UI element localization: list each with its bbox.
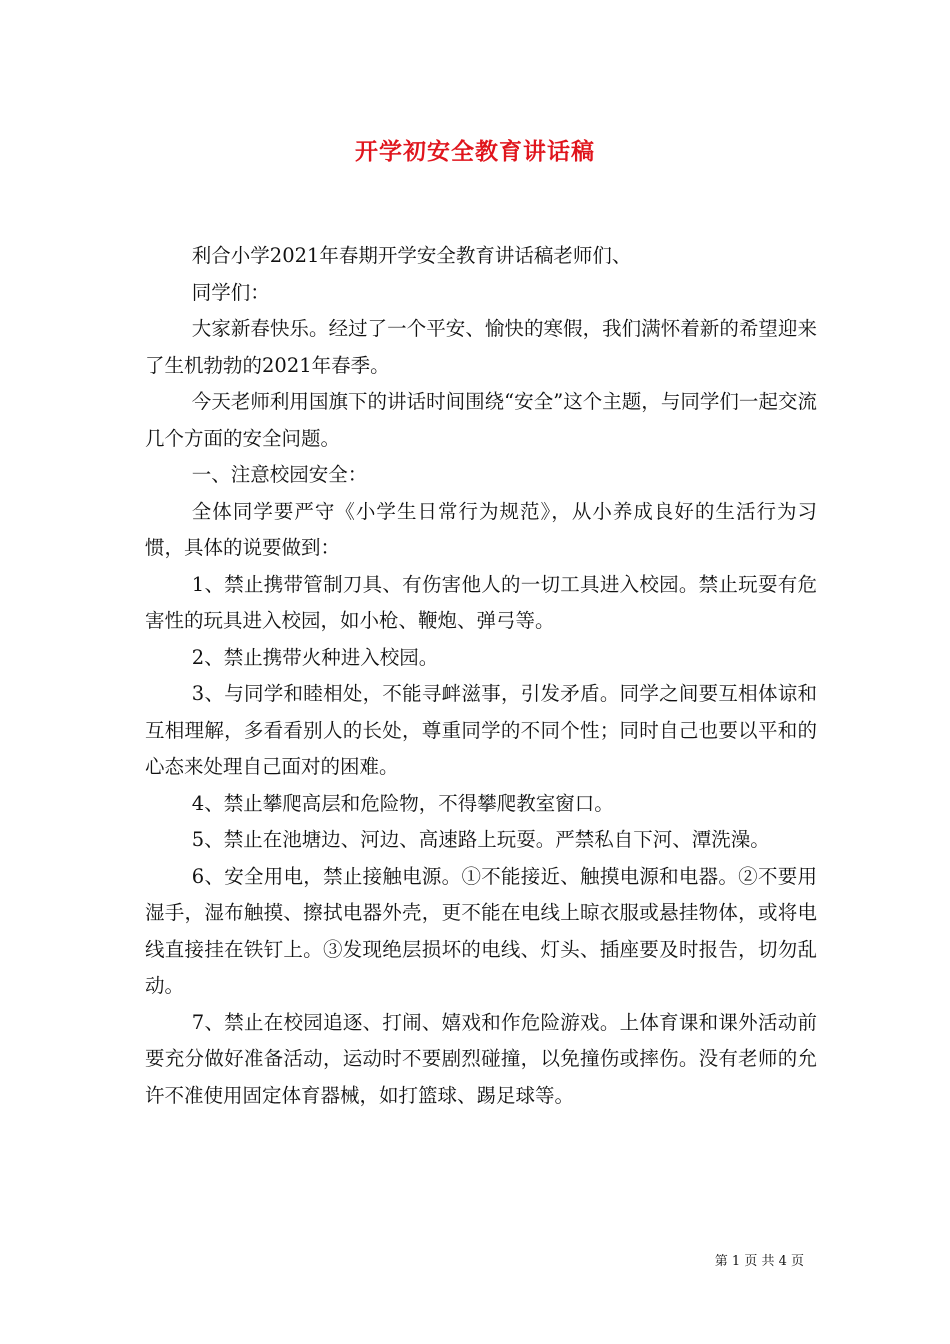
list-item: 7、禁止在校园追逐、打闹、嬉戏和作危险游戏。上体育课和课外活动前要充分做好准备活动，运动时不要剧烈碰撞，以免撞伤或摔伤。没有老师的允许不准使用固定体育器械，如打篮球、踢足球等。 (145, 1010, 817, 1107)
paragraph: 全体同学要严守《小学生日常行为规范》，从小养成良好的生活行为习惯，具体的说要做到： (145, 499, 817, 559)
paragraph: 利合小学2021年春期开学安全教育讲话稿老师们、 (191, 244, 632, 267)
list-item: 3、与同学和睦相处，不能寻衅滋事，引发矛盾。同学之间要互相体谅和互相理解，多看看别人的长处，尊重同学的不同个性；同时自己也要以平和的心态来处理自己面对的困难。 (145, 682, 817, 778)
list-item: 6、安全用电，禁止接触电源。①不能接近、触摸电源和电器。②不要用湿手，湿布触摸、擦拭电器外壳，更不能在电线上晾衣服或悬挂物体，或将电线直接挂在铁钉上。③发现绝层损坏的电线、灯头、插座要及时报告，切勿乱动。 (145, 864, 817, 997)
page-number: 第 1 页 共 4 页 (714, 1254, 804, 1269)
list-item: 1、禁止携带管制刀具、有伤害他人的一切工具进入校园。禁止玩耍有危害性的玩具进入校园，如小枪、鞭炮、弹弓等。 (145, 572, 817, 632)
list-item: 4、禁止攀爬高层和危险物，不得攀爬教室窗口。 (191, 791, 614, 815)
list-item: 5、禁止在池塘边、河边、高速路上玩耍。严禁私自下河、潭洗澡。 (191, 828, 770, 851)
paragraph: 今天老师利用国旗下的讲话时间围绕“安全”这个主题，与同学们一起交流几个方面的安全问题。 (145, 390, 817, 450)
section-heading: 一、注意校园安全： (191, 463, 368, 486)
paragraph: 大家新春快乐。经过了一个平安、愉快的寒假，我们满怀着新的希望迎来了生机勃勃的2021年春季。 (145, 317, 817, 377)
paragraph: 同学们： (191, 280, 270, 304)
document-body (145, 238, 817, 1114)
document-title: 开学初安全教育讲话稿 (355, 138, 595, 165)
list-item: 2、禁止携带火种进入校园。 (191, 645, 439, 669)
